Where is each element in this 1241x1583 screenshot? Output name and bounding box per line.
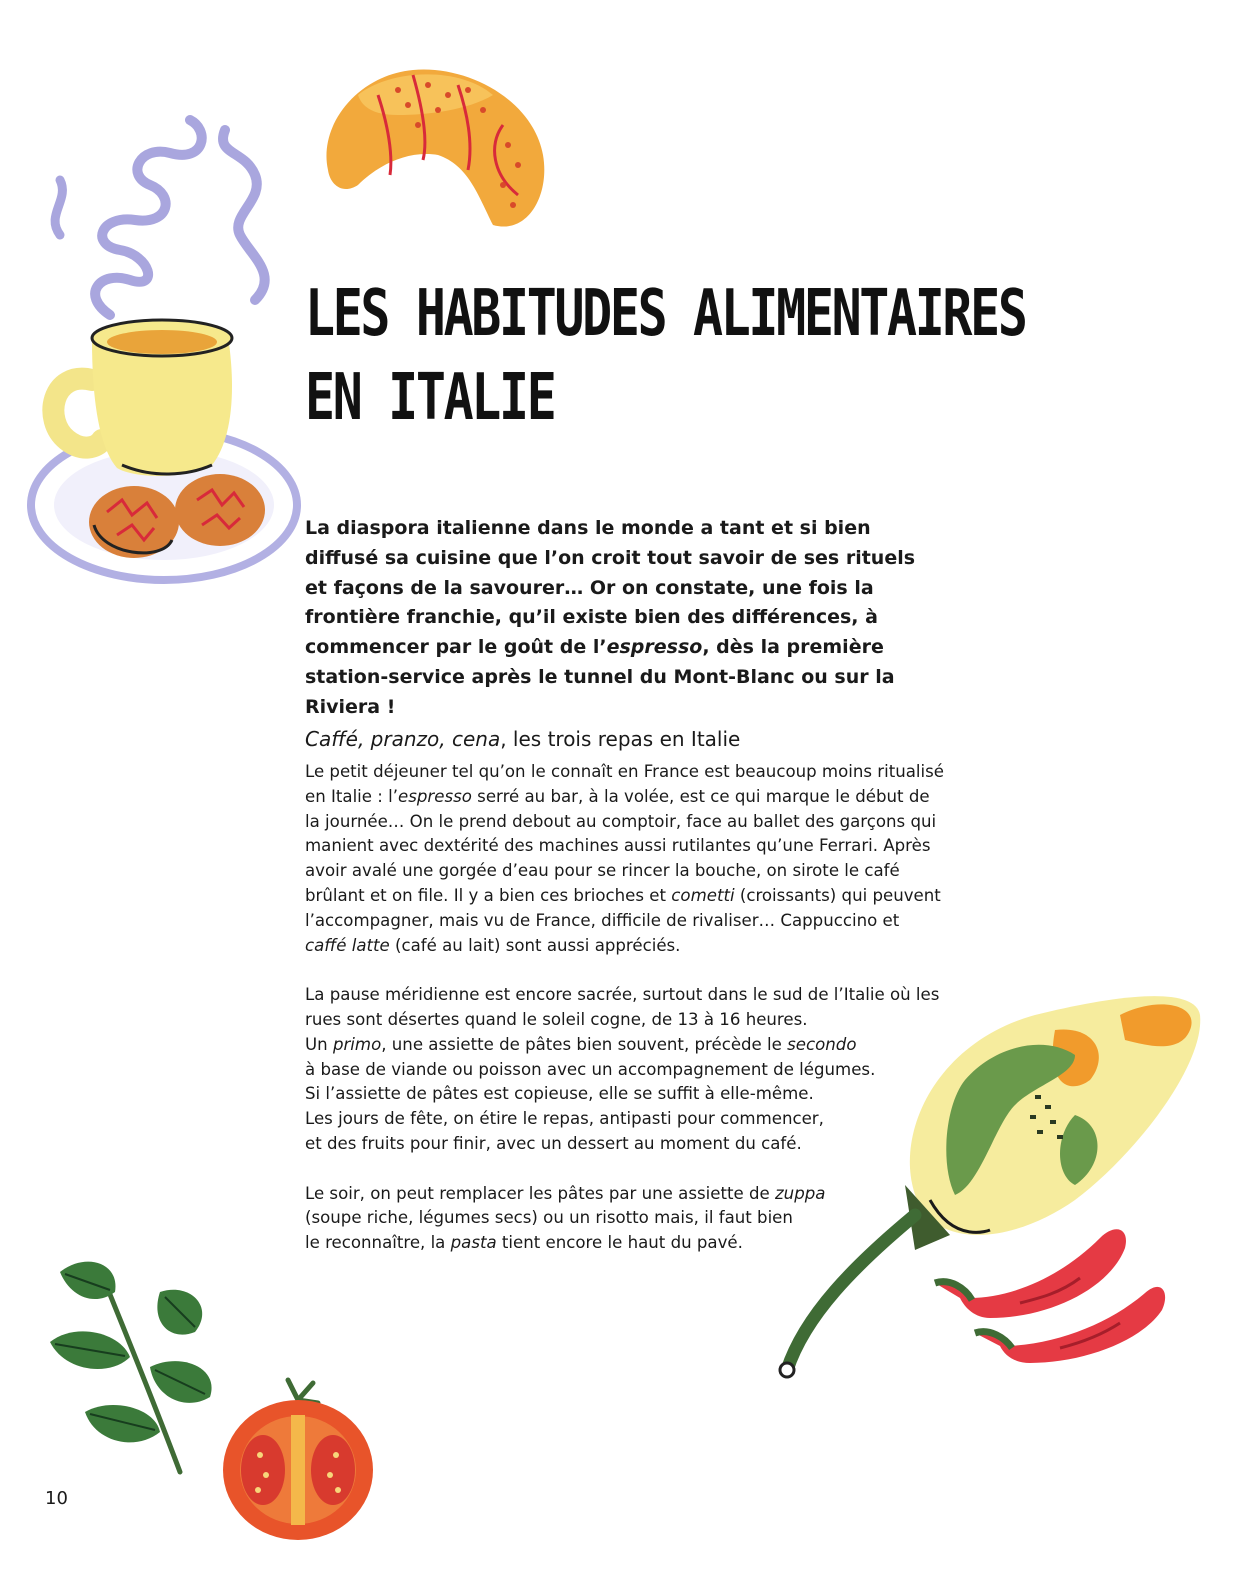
text-run: La pause méridienne est encore sacrée, surtout dans le sud de l’Italie où les rues sont désertes quand le soleil cogne, de 13 à 16 heures. xyxy=(305,985,940,1029)
paragraph-breakfast xyxy=(305,760,945,958)
text-run: (café au lait) sont aussi appréciés. xyxy=(389,935,681,955)
text-run: , une assiette de pâtes bien souvent, précède le xyxy=(381,1034,788,1054)
steam-illustration xyxy=(40,105,280,325)
text-run: Si l’assiette de pâtes est copieuse, elle se suffit à elle-même. xyxy=(305,1084,814,1104)
chili-peppers-illustration xyxy=(930,1218,1170,1368)
title-line-1: LES HABITUDES ALIMENTAIRES xyxy=(305,277,1026,351)
emphasis-run: primo xyxy=(332,1034,382,1054)
text-run: le reconnaître, la xyxy=(305,1233,451,1253)
emphasis-run: caffé latte xyxy=(305,935,390,955)
text-run: Les jours de fête, on étire le repas, antipasti pour commencer, xyxy=(305,1109,824,1129)
basil-illustration xyxy=(40,1252,225,1477)
section-heading-text: , les trois repas en Italie xyxy=(500,727,741,751)
intro-text: La diaspora italienne dans le monde a tant et si bien diffusé sa cuisine que l’on croit tout savoir de ses rituels et façons de la savourer… Or on constate, une fois la frontière franchie, qu’il existe bien des différences, à commencer par le goût de l’ xyxy=(305,517,916,659)
coffee-cup-illustration xyxy=(22,300,307,590)
emphasis-run: zuppa xyxy=(774,1183,826,1203)
text-run: Le petit déjeuner tel qu’on le connaît en France est beaucoup moins ritualisé en Italie : l’ xyxy=(305,762,944,806)
paragraph-lunch xyxy=(305,983,945,1157)
emphasis-run: secondo xyxy=(787,1034,857,1054)
text-run: (croissants) qui peuvent l’accompagner, mais vu de France, difficile de rivaliser… Cappuccino et xyxy=(305,885,941,930)
text-run: tient encore le haut du pavé. xyxy=(496,1233,743,1253)
page-number: 10 xyxy=(45,1488,68,1509)
text-run: (soupe riche, légumes secs) ou un risotto mais, il faut bien xyxy=(305,1208,793,1228)
text-run: Le soir, on peut remplacer les pâtes par une assiette de xyxy=(305,1183,775,1203)
intro-text-end: , dès la première station-service après le tunnel du Mont-Blanc ou sur la Riviera ! xyxy=(305,636,895,718)
section-heading xyxy=(305,724,945,754)
body-text xyxy=(305,760,945,1281)
title-line-2: EN ITALIE xyxy=(305,361,555,435)
intro-paragraph xyxy=(305,514,935,723)
intro-emphasis: espresso xyxy=(606,636,703,659)
emphasis-run: espresso xyxy=(398,786,472,806)
text-run: Un xyxy=(305,1034,333,1054)
text-run: à base de viande ou poisson avec un accompagnement de légumes. xyxy=(305,1059,876,1079)
page-title xyxy=(305,272,1026,440)
paragraph-dinner xyxy=(305,1182,945,1256)
text-run: et des fruits pour finir, avec un dessert au moment du café. xyxy=(305,1133,802,1153)
tomato-illustration xyxy=(218,1375,378,1545)
emphasis-run: pasta xyxy=(450,1233,497,1253)
emphasis-run: cometti xyxy=(671,885,735,905)
section-heading-emphasis: Caffé, pranzo, cena xyxy=(305,727,501,751)
croissant-illustration xyxy=(318,55,553,240)
text-run: serré au bar, à la volée, est ce qui marque le début de la journée… On le prend debout au comptoir, face au ballet des garçons qui manient avec dextérité des machines aussi rutilantes qu’une Ferrari. Après avoir avalé une gorgée d’eau pour se rincer la bouche, on sirote le café brûlant et on file. Il y a bien ces brioches et xyxy=(305,786,937,905)
